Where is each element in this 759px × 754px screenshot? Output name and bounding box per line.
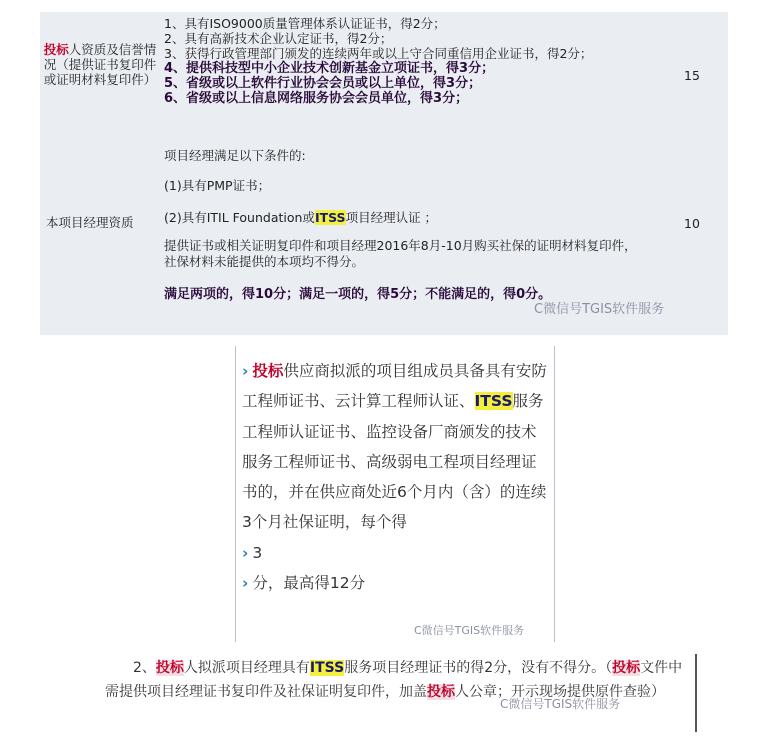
criteria-item: 3、获得行政管理部门颁发的连续两年或以上守合同重信用企业证书，得2分； bbox=[164, 46, 593, 61]
criteria-item: 6、省级或以上信息网络服务协会会员单位，得3分； bbox=[164, 91, 469, 106]
row1-name-text: 人资质及信誉情况（提供证书复印件或证明材料复印件） bbox=[43, 42, 157, 87]
quote-3: 3 bbox=[252, 543, 263, 562]
arrow-icon: › bbox=[242, 543, 249, 562]
quote-part-2: 服务工程师认证证书、监控设备厂商颁发的技术服务工程师证书、高级弱电工程项目经理证书的，并在供应商处近6个月内（含）的连续3个月社保证明，每个得 bbox=[242, 392, 547, 532]
note-part-2: 人拟派项目经理具有 bbox=[183, 660, 310, 676]
itss-highlight: ITSS bbox=[314, 210, 346, 225]
quote-highlight-itss: ITSS bbox=[474, 392, 513, 411]
row1-name-highlight: 投标 bbox=[43, 42, 69, 57]
note-part-5: 人公章；开示现场提供原件查验） bbox=[455, 684, 665, 700]
note-highlight-2: 投标 bbox=[612, 660, 641, 676]
quote-highlight-1: 投标 bbox=[252, 362, 284, 380]
watermark: C微信号TGIS软件服务 bbox=[414, 624, 525, 637]
row2-item-itil-pre: (2)具有ITIL Foundation或 bbox=[164, 210, 315, 225]
row1-name-cell bbox=[42, 42, 158, 87]
quote-paragraph bbox=[242, 356, 547, 538]
quote-line-3 bbox=[242, 538, 547, 568]
note-part-1: 2、 bbox=[133, 660, 156, 676]
quote-text bbox=[242, 356, 547, 598]
note-highlight-1: 投标 bbox=[155, 660, 184, 676]
criteria-item: 4、提供科技型中小企业技术创新基金立项证书，得3分； bbox=[164, 61, 495, 76]
row2-intro: 项目经理满足以下条件的: bbox=[164, 148, 306, 163]
row2-item-itil bbox=[164, 210, 437, 226]
quote-line-max bbox=[242, 568, 547, 598]
row2-name: 本项目经理资质 bbox=[46, 215, 134, 230]
row1-score: 15 bbox=[684, 68, 700, 83]
note-part-4: 文件中需提供项目经理证书复印件及社保证明复印件，加盖 bbox=[105, 660, 683, 700]
watermark: C微信号TGIS软件服务 bbox=[500, 697, 621, 711]
scoring-table bbox=[40, 12, 728, 335]
row2-proof: 提供证书或相关证明复印件和项目经理2016年8月-10月购买社保的证明材料复印件，社保材料未能提供的本项均不得分。 bbox=[164, 238, 637, 269]
row1-criteria-list bbox=[164, 16, 644, 106]
note-part-3: 服务项目经理证书的得2分，没有不得分。（ bbox=[344, 660, 613, 676]
arrow-icon: › bbox=[242, 362, 249, 380]
criteria-item: 1、具有ISO9000质量管理体系认证证书，得2分； bbox=[164, 16, 446, 31]
arrow-icon: › bbox=[242, 574, 249, 593]
row2-item-pmp: (1)具有PMP证书； bbox=[164, 178, 271, 193]
row2-score: 10 bbox=[684, 216, 700, 231]
row2-scoring: 满足两项的，得10分；满足一项的，得5分；不能满足的，得0分。 bbox=[164, 287, 552, 302]
criteria-item: 2、具有高新技术企业认定证书，得2分； bbox=[164, 31, 393, 46]
watermark: C微信号TGIS软件服务 bbox=[534, 302, 665, 317]
quote-max: 分，最高得12分 bbox=[252, 574, 366, 593]
note-highlight-3: 投标 bbox=[427, 684, 455, 700]
note-panel bbox=[105, 654, 697, 732]
row2-item-itil-post: 项目经理认证 ； bbox=[345, 210, 438, 225]
note-highlight-itss: ITSS bbox=[309, 660, 345, 676]
quote-panel bbox=[235, 346, 555, 642]
criteria-item: 5、省级或以上软件行业协会会员或以上单位，得3分； bbox=[164, 76, 482, 91]
quote-part-1: 供应商拟派的项目组成员具备具有安防工程师证书、云计算工程师认证、 bbox=[242, 362, 547, 411]
